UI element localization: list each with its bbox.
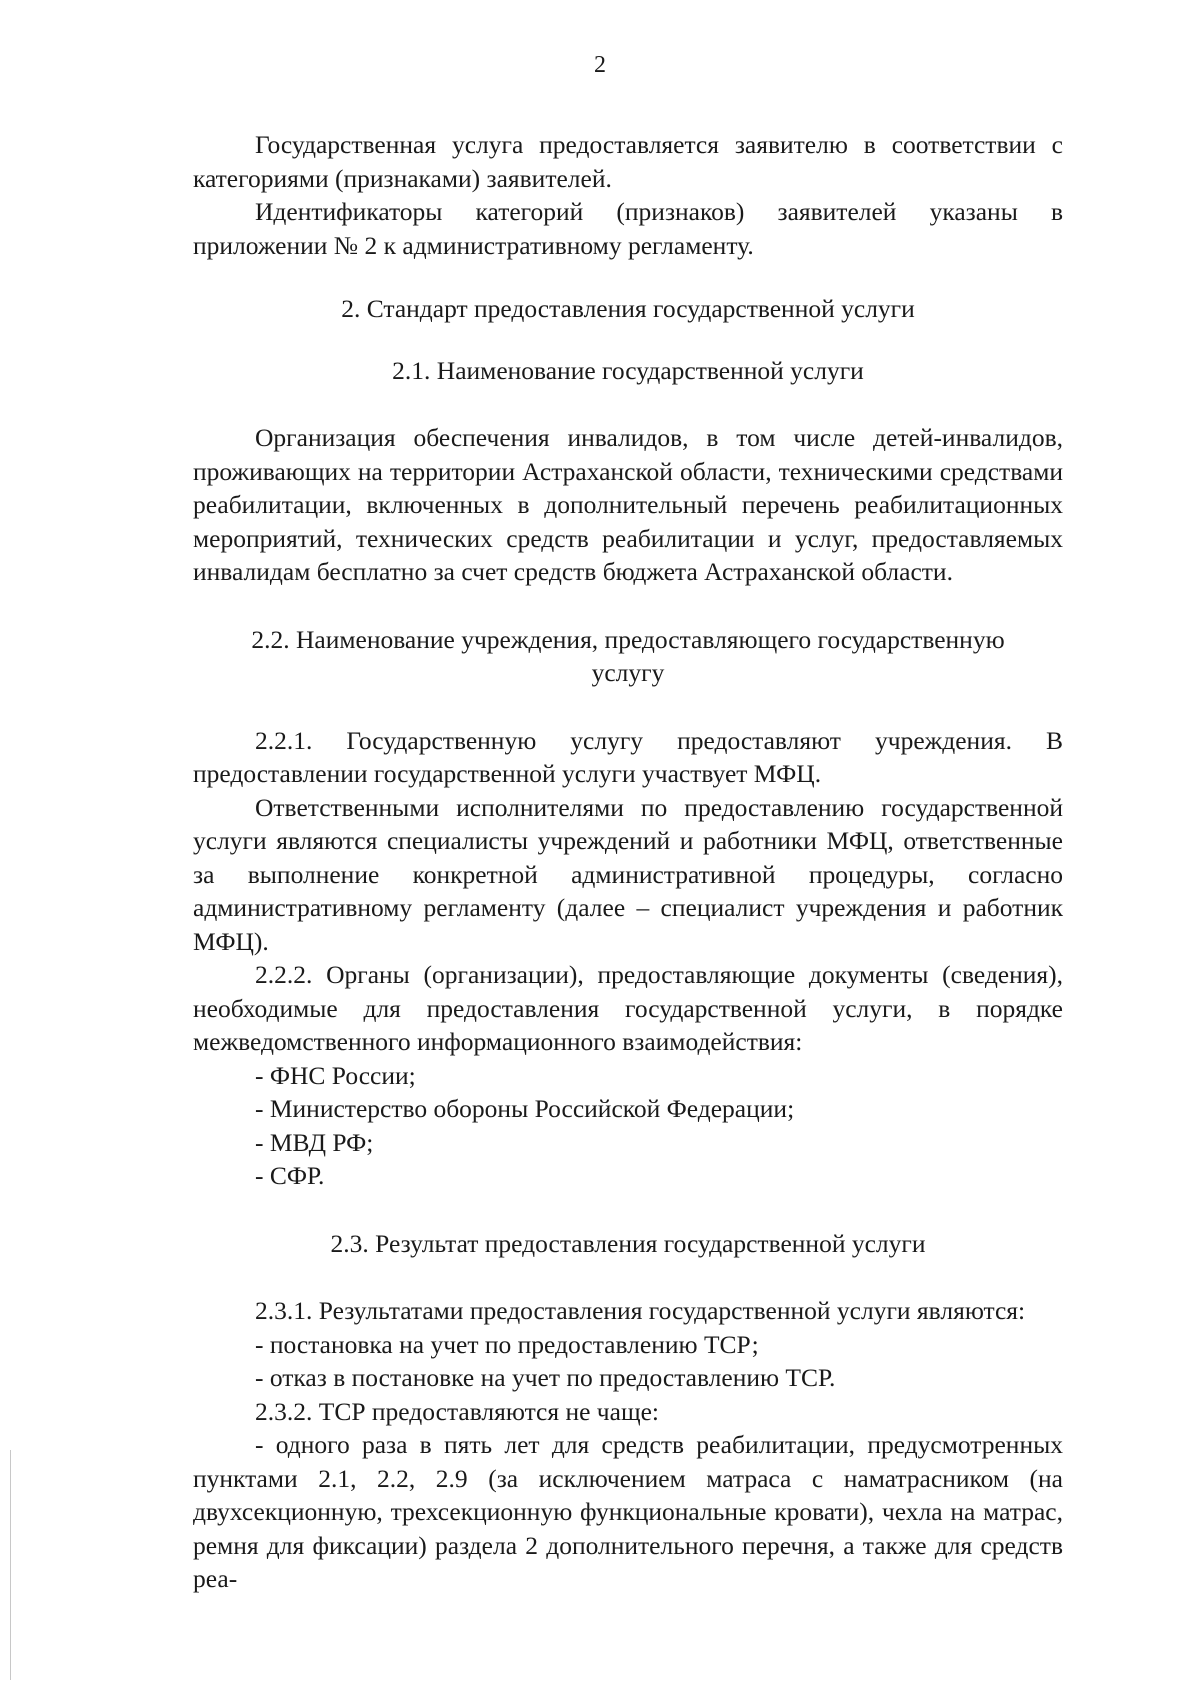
paragraph-2-2-2: 2.2.2. Органы (организации), предоставляющие документы (сведения), необходимые для предоставления государственной услуги, в порядке межведомственного информационного взаимодействия: — [193, 960, 1063, 1056]
document-body — [193, 128, 1063, 1596]
paragraph-responsible-executors: Ответственными исполнителями по предоставлению государственной услуги являются специалисты учреждений и работники МФЦ, ответственные за выполнение конкретной административной процедуры, согласно административному регламенту (далее – специалист учреждения и работник МФЦ). — [193, 792, 1063, 956]
paragraph-2-3-2: 2.3.2. ТСР предоставляются не чаще: — [255, 1396, 659, 1426]
paragraph-service-name: Организация обеспечения инвалидов, в том числе детей-инвалидов, проживающих на территории Астраханской области, техническими средствами реабилитации, включенных в дополнительный перечень реабилитационных мероприятий, технических средств реабилитации и услуг, предоставляемых инвалидам бесплатно за счет средств бюджета Астраханской области. — [193, 423, 1063, 586]
list-item: - постановка на учет по предоставлению ТСР; — [255, 1329, 759, 1359]
list-item: - ФНС России; — [255, 1060, 416, 1090]
page-number: 2 — [594, 52, 606, 78]
paragraph-2-3-1: 2.3.1. Результатами предоставления государственной услуги являются: — [255, 1296, 1026, 1325]
paragraph-2-2-1: 2.2.1. Государственную услугу предоставляют учреждения. В предоставлении государственной услуги участвует МФЦ. — [193, 725, 1063, 788]
list-item: - отказ в постановке на учет по предоставлению ТСР. — [255, 1363, 836, 1392]
list-item: - СФР. — [255, 1161, 325, 1190]
paragraph-category-identifiers: Идентификаторы категорий (признаков) заявителей указаны в приложении № 2 к административному регламенту. — [193, 197, 1063, 260]
paragraph-frequency-rule: - одного раза в пять лет для средств реабилитации, предусмотренных пунктами 2.1, 2.2, 2.9 (за исключением матраса с наматрасником (на двухсекционную, трехсекционную функциональные кровати), чехла на матрас, ремня для фиксации) раздела 2 дополнительного перечня, а также для средств реа- — [193, 1430, 1063, 1593]
paragraph-applicant-categories: Государственная услуга предоставляется заявителю в соответствии с категориями (признаками) заявителей. — [193, 130, 1063, 193]
list-item: - Министерство обороны Российской Федерации; — [255, 1094, 795, 1123]
section-heading-2-3: 2.3. Результат предоставления государственной услуги — [330, 1228, 926, 1258]
list-item: - МВД РФ; — [255, 1127, 374, 1157]
section-heading-2: 2. Стандарт предоставления государственной услуги — [341, 294, 915, 323]
section-heading-2-2: 2.2. Наименование учреждения, предоставляющего государственную услугу — [251, 624, 1005, 687]
section-heading-2-1: 2.1. Наименование государственной услуги — [392, 355, 864, 385]
scan-edge-line — [10, 1450, 11, 1680]
